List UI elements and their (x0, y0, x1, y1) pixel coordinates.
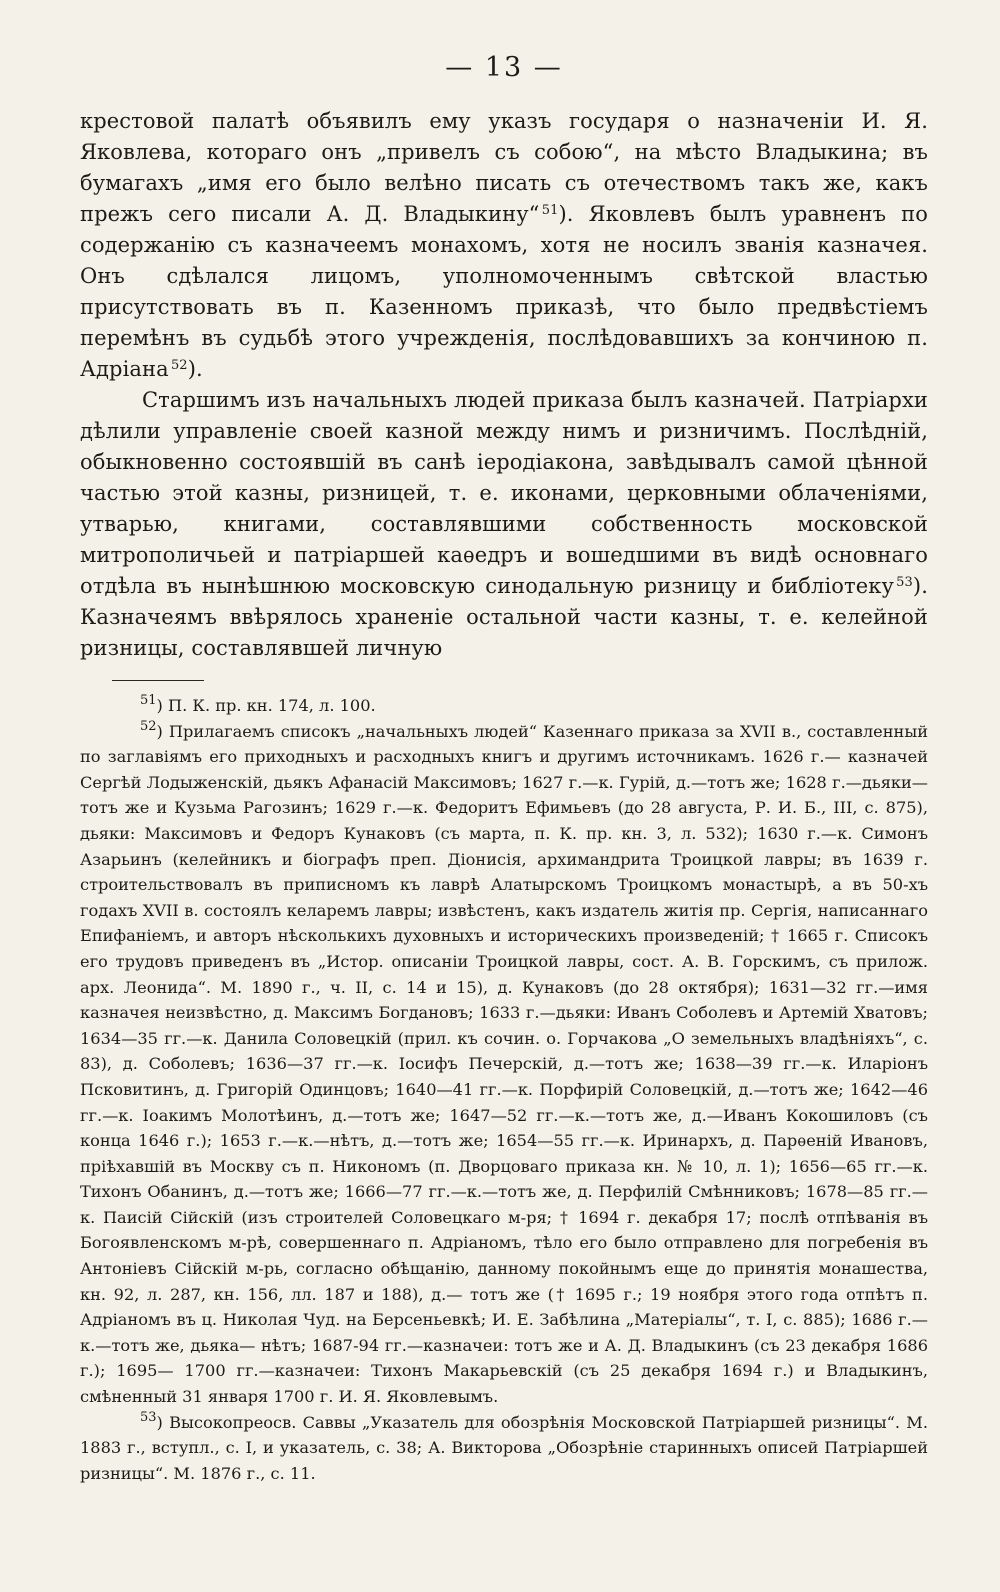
body-text (80, 106, 928, 664)
paragraph-1-text: крестовой палатѣ объявилъ ему указъ государя о назначенiи И. Я. Яковлева, котораго онъ „привелъ съ собою“, на мѣсто Владыкина; въ бумагахъ „имя его было велѣно писать съ отечествомъ такъ же, какъ прежъ сего писали А. Д. Владыкину“ (80, 109, 928, 226)
footnotes (80, 693, 928, 1486)
footnote-ref-52: 52 (170, 358, 188, 373)
paragraph-2 (80, 385, 928, 664)
footnote-ref-53: 53 (896, 575, 913, 590)
footnote-ref-51: 51 (541, 203, 559, 218)
footnote-text: ) П. К. пр. кн. 174, л. 100. (156, 696, 376, 715)
footnote-divider (112, 680, 204, 681)
footnote-mark: 52 (140, 718, 157, 734)
footnote-text: ) Прилагаемъ списокъ „начальныхъ людей“ Казеннаго приказа за XVII в., составленный по заглавiямъ его приходныхъ и расходныхъ книгъ и другимъ источникамъ. 1626 г.— казначей Сергѣй Лодыженскiй, дьякъ Афанасiй Максимовъ; 1627 г.—к. Гурiй, д.—тотъ же; 1628 г.—дьяки—тотъ же и Кузьма Рагозинъ; 1629 г.—к. Федоритъ Ефимьевъ (до 28 августа, Р. И. Б., III, с. 875), дьяки: Максимовъ и Федоръ Кунаковъ (съ марта, п. К. пр. кн. 3, л. 532); 1630 г.—к. Симонъ Азарьинъ (келейникъ и бiографъ преп. Дiонисiя, архимандрита Троицкой лавры; въ 1639 г. строительствовалъ въ приписномъ къ лаврѣ Алатырскомъ Троицкомъ монастырѣ, а въ 50-хъ годахъ XVII в. состоялъ келаремъ лавры; извѣстенъ, какъ издатель житiя пр. Сергiя, написаннаго Епифанiемъ, и авторъ нѣсколькихъ духовныхъ и историческихъ произведенiй; † 1665 г. Списокъ его трудовъ приведенъ въ „Истор. описанiи Троицкой лавры, сост. А. В. Горскимъ, съ прилож. арх. Леонида“. М. 1890 г., ч. II, с. 14 и 15), д. Кунаковъ (до 28 октября); 1631—32 гг.—имя казначея неизвѣстно, д. Максимъ Богдановъ; 1633 г.—дьяки: Иванъ Соболевъ и Артемiй Хватовъ; 1634—35 гг.—к. Данила Соловецкiй (прил. къ сочин. о. Горчакова „О земельныхъ владѣнiяхъ“, с. 83), д. Соболевъ; 1636—37 гг.—к. Iосифъ Печерскiй, д.—тотъ же; 1638—39 гг.—к. Иларiонъ Псковитинъ, д. Григорiй Одинцовъ; 1640—41 гг.—к. Порфирiй Соловецкiй, д.—тотъ же; 1642—46 гг.—к. Iоакимъ Молотѣинъ, д.—тотъ же; 1647—52 гг.—к.—тотъ же, д.—Иванъ Кокошиловъ (съ конца 1646 г.); 1653 г.—к.—нѣтъ, д.—тотъ же; 1654—55 гг.—к. Иринархъ, д. Парѳенiй Ивановъ, прiѣхавшiй въ Москву съ п. Никономъ (п. Дворцоваго приказа кн. № 10, л. 1); 1656—65 гг.—к. Тихонъ Обанинъ, д.—тотъ же; 1666—77 гг.—к.—тотъ же, д. Перфилiй Смѣнниковъ; 1678—85 гг.—к. Паисiй Сiйскiй (изъ строителей Соловецкаго м-ря; † 1694 г. декабря 17; послѣ отпѣванiя въ Богоявленскомъ м-рѣ, совершеннаго п. Адрiаномъ, тѣло его было отправлено для погребенiя въ Антонiевъ Сiйскiй м-рь, согласно обѣщанiю, данному покойнымъ еще до принятiя монашества, кн. 92, л. 287, кн. 156, лл. 187 и 188), д.— тотъ же († 1695 г.; 19 ноября этого года отпѣтъ п. Адрiаномъ въ ц. Николая Чуд. на Берсеньевкѣ; И. Е. Забѣлина „Матерiалы“, т. I, с. 885); 1686 г.—к.—тотъ же, дьяка— нѣтъ; 1687-94 гг.—казначеи: тотъ же и А. Д. Владыкинъ (съ 23 декабря 1686 г.); 1695— 1700 гг.—казначеи: Тихонъ Макарьевскiй (съ 25 декабря 1694 г.) и Владыкинъ, смѣненный 31 января 1700 г. И. Я. Яковлевымъ. (80, 721, 928, 1407)
footnote-52 (80, 719, 928, 1410)
footnote-53 (80, 1410, 928, 1487)
footnote-text: ) Высокопреосв. Саввы „Указатель для обозрѣнiя Московской Патрiаршей ризницы“. М. 1883 г., вступл., с. I, и указатель, с. 38; А. Викторова „Обозрѣнiе старинныхъ описей Патрiаршей ризницы“. М. 1876 г., с. 11. (80, 1412, 928, 1483)
page-number: — 13 — (445, 52, 563, 83)
footnote-mark: 53 (140, 1409, 157, 1425)
paragraph-1-text-b: ). Яковлевъ былъ уравненъ по содержанiю съ казначеемъ монахомъ, хотя не носилъ званiя казначея. Онъ сдѣлался лицомъ, уполномоченнымъ свѣтской властью присутствовать въ п. Казенномъ приказѣ, что было предвѣстiемъ перемѣнъ въ судьбѣ этого учрежденiя, послѣдовавшихъ за кончиною п. Адрiана (80, 202, 928, 381)
footnote-51 (80, 693, 928, 719)
footnote-mark: 51 (140, 693, 157, 708)
paragraph-2-text: Старшимъ изъ начальныхъ людей приказа былъ казначей. Патрiархи дѣлили управленiе своей казной между нимъ и ризничимъ. Послѣднiй, обыкновенно состоявшiй въ санѣ iеродiакона, завѣдывалъ самой цѣнной частью этой казны, ризницей, т. е. иконами, церковными облаченiями, утварью, книгами, составлявшими собственность московской митрополичьей и патрiаршей каѳедръ и вошедшими въ видѣ основнаго отдѣла въ нынѣшнюю московскую синодальную ризницу и библiотеку (80, 388, 928, 598)
paragraph-1 (80, 106, 928, 385)
paragraph-2-text-b: ). Казначеямъ ввѣрялось храненiе остальной части казны, т. е. келейной ризницы, составлявшей личную (80, 574, 928, 660)
paragraph-1-text-c: ). (187, 357, 203, 381)
